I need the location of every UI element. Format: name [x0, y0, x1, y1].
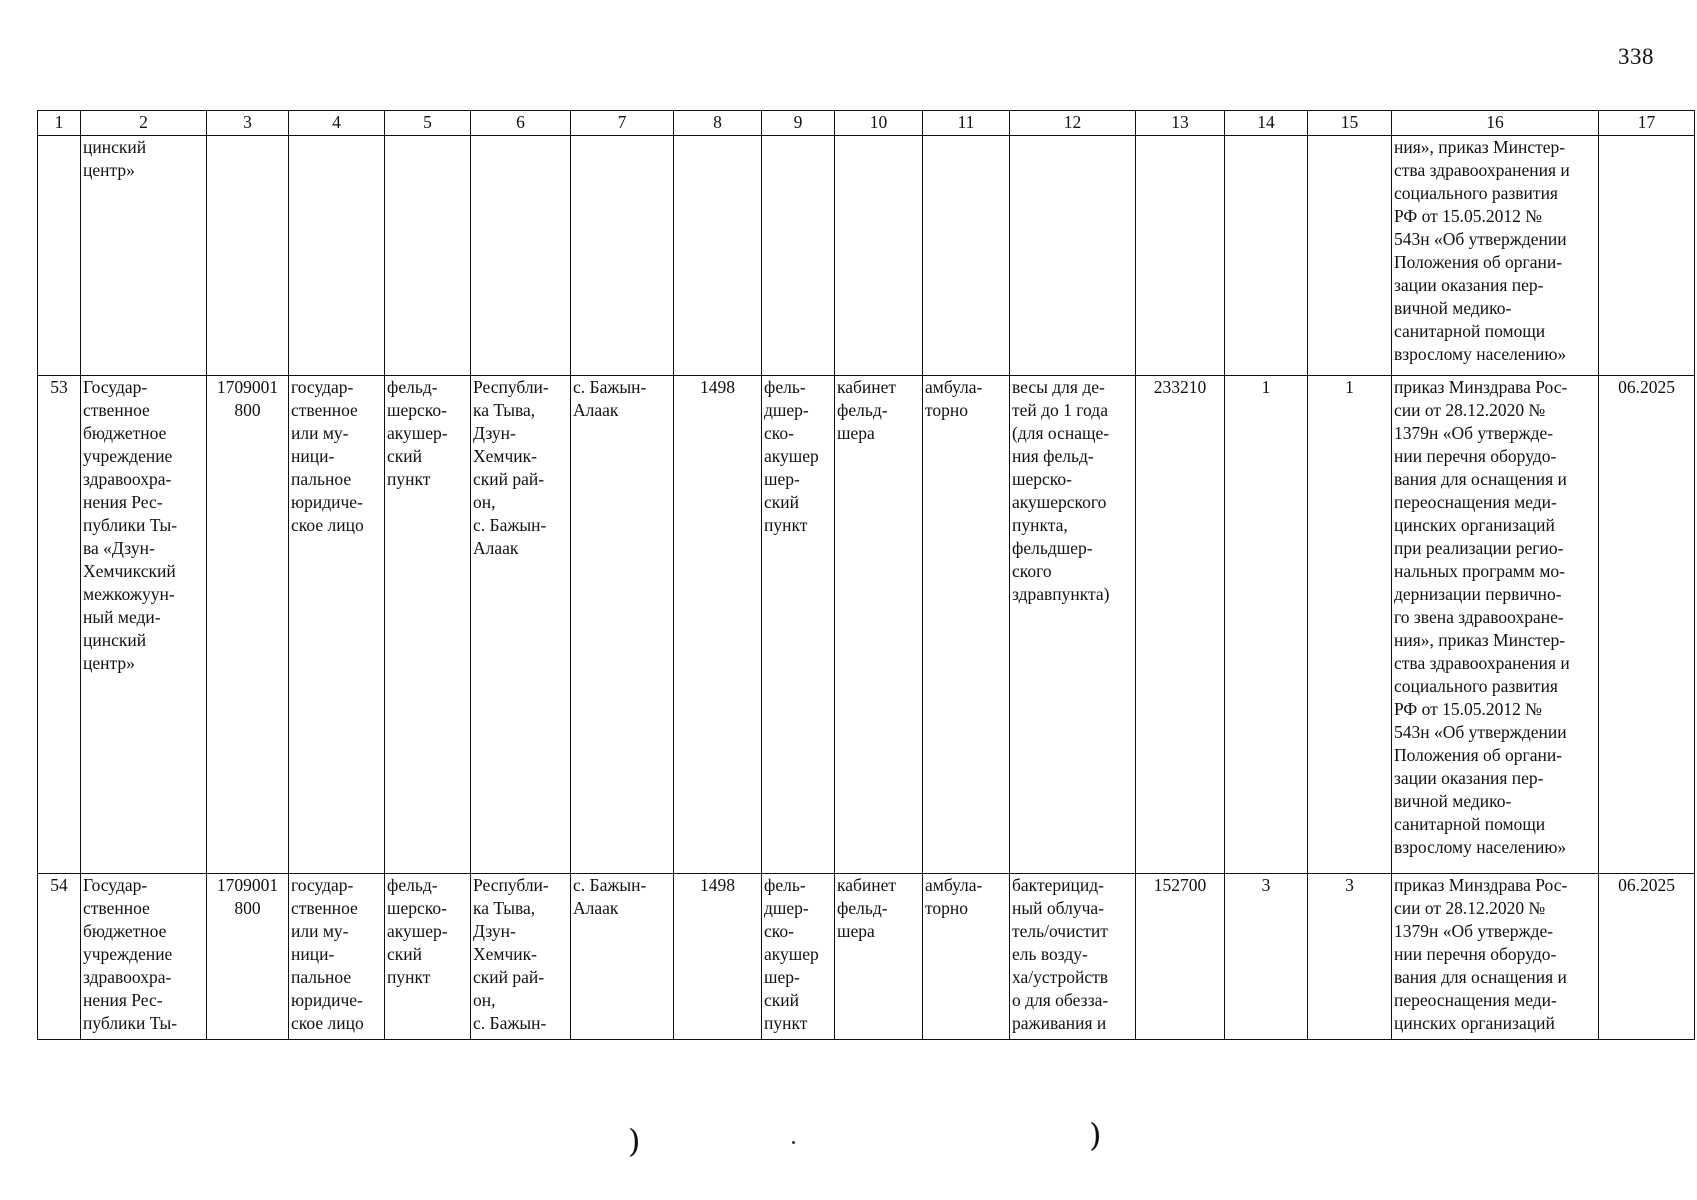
cell-locality: с. Бажын- Алаак	[571, 874, 674, 1040]
column-header: 11	[923, 111, 1010, 136]
column-header: 4	[289, 111, 385, 136]
table-row-continuation	[38, 136, 1695, 376]
column-header: 16	[1392, 111, 1599, 136]
cell-equipment-code: 152700	[1136, 874, 1225, 1040]
cell-index	[38, 136, 81, 376]
cell-address	[471, 136, 571, 376]
column-header: 8	[674, 111, 762, 136]
cell-institution: Государ- ственное бюджетное учреждение здравоохра- нения Рес- публики Ты-	[81, 874, 207, 1040]
cell-address: Республи- ка Тыва, Дзун- Хемчик- ский рай- он, с. Бажын- Алаак	[471, 376, 571, 874]
column-header: 15	[1308, 111, 1392, 136]
table-row	[38, 376, 1695, 874]
cell-institution: цинский центр»	[81, 136, 207, 376]
equipment-table	[37, 110, 1695, 1040]
cell-room	[835, 136, 923, 376]
cell-legal-basis: приказ Минздрава Рос- сии от 28.12.2020 № 1379н «Об утвержде- нии перечня оборудо- вания для оснащения и переоснащения меди- цинских организаций при реализации регио- нальных программ мо- дернизации первично- го звена здравоохране- ния», приказ Минстер- ства здравоохранения и социального развития РФ от 15.05.2012 № 543н «Об утверждении Положения об органи- зации оказания пер- вичной медико- санитарной помощи взрослому населению»	[1392, 376, 1599, 874]
scan-mark: )	[628, 1122, 641, 1160]
column-header: 14	[1225, 111, 1308, 136]
cell-division: фель- дшер- ско- акушер шер- ский пункт	[762, 874, 835, 1040]
cell-care-condition	[923, 136, 1010, 376]
cell-date	[1599, 136, 1695, 376]
cell-room: кабинет фельд- шера	[835, 874, 923, 1040]
column-header: 1	[38, 111, 81, 136]
cell-unit-type	[385, 136, 471, 376]
cell-legal-form: государ- ственное или му- ници- пальное юридиче- ское лицо	[289, 874, 385, 1040]
cell-unit-type: фельд- шерско- акушер- ский пункт	[385, 376, 471, 874]
column-header: 2	[81, 111, 207, 136]
table-row	[38, 874, 1695, 1040]
cell-population: 1498	[674, 874, 762, 1040]
cell-locality: с. Бажын- Алаак	[571, 376, 674, 874]
cell-equipment-code: 233210	[1136, 376, 1225, 874]
cell-care-condition: амбула- торно	[923, 874, 1010, 1040]
cell-care-condition: амбула- торно	[923, 376, 1010, 874]
cell-equipment: весы для де- тей до 1 года (для оснаще- ния фельд- шерско- акушерского пункта, фельдшер- ского здравпункта)	[1010, 376, 1136, 874]
cell-population: 1498	[674, 376, 762, 874]
cell-date: 06.2025	[1599, 376, 1695, 874]
cell-quantity-required	[1225, 136, 1308, 376]
cell-population	[674, 136, 762, 376]
cell-division	[762, 136, 835, 376]
cell-legal-form	[289, 136, 385, 376]
column-header: 17	[1599, 111, 1695, 136]
cell-quantity-planned: 1	[1308, 376, 1392, 874]
cell-equipment	[1010, 136, 1136, 376]
column-number-header-row	[38, 111, 1695, 136]
column-header: 9	[762, 111, 835, 136]
cell-locality	[571, 136, 674, 376]
cell-date: 06.2025	[1599, 874, 1695, 1040]
cell-room: кабинет фельд- шера	[835, 376, 923, 874]
cell-index: 53	[38, 376, 81, 874]
cell-quantity-planned	[1308, 136, 1392, 376]
cell-quantity-planned: 3	[1308, 874, 1392, 1040]
cell-quantity-required: 3	[1225, 874, 1308, 1040]
column-header: 5	[385, 111, 471, 136]
cell-equipment: бактерицид- ный облуча- тель/очистит ель возду- ха/устройств о для обезза- раживания и	[1010, 874, 1136, 1040]
column-header: 7	[571, 111, 674, 136]
cell-legal-form: государ- ственное или му- ници- пальное юридиче- ское лицо	[289, 376, 385, 874]
scan-mark: )	[1089, 1116, 1102, 1154]
column-header: 12	[1010, 111, 1136, 136]
cell-quantity-required: 1	[1225, 376, 1308, 874]
column-header: 6	[471, 111, 571, 136]
cell-code: 1709001 800	[207, 376, 289, 874]
scan-dot	[792, 1141, 795, 1144]
page-number: 338	[1618, 44, 1654, 69]
cell-legal-basis: приказ Минздрава Рос- сии от 28.12.2020 № 1379н «Об утвержде- нии перечня оборудо- вания для оснащения и переоснащения меди- цинских организаций	[1392, 874, 1599, 1040]
column-header: 13	[1136, 111, 1225, 136]
cell-unit-type: фельд- шерско- акушер- ский пункт	[385, 874, 471, 1040]
cell-division: фель- дшер- ско- акушер шер- ский пункт	[762, 376, 835, 874]
cell-address: Республи- ка Тыва, Дзун- Хемчик- ский рай- он, с. Бажын-	[471, 874, 571, 1040]
cell-institution: Государ- ственное бюджетное учреждение здравоохра- нения Рес- публики Ты- ва «Дзун- Хемчикский межкожуун- ный меди- цинский центр»	[81, 376, 207, 874]
column-header: 10	[835, 111, 923, 136]
cell-index: 54	[38, 874, 81, 1040]
column-header: 3	[207, 111, 289, 136]
cell-code: 1709001 800	[207, 874, 289, 1040]
cell-equipment-code	[1136, 136, 1225, 376]
cell-legal-basis: ния», приказ Минстер- ства здравоохранения и социального развития РФ от 15.05.2012 № 543н «Об утверждении Положения об органи- зации оказания пер- вичной медико- санитарной помощи взрослому населению»	[1392, 136, 1599, 376]
cell-code	[207, 136, 289, 376]
